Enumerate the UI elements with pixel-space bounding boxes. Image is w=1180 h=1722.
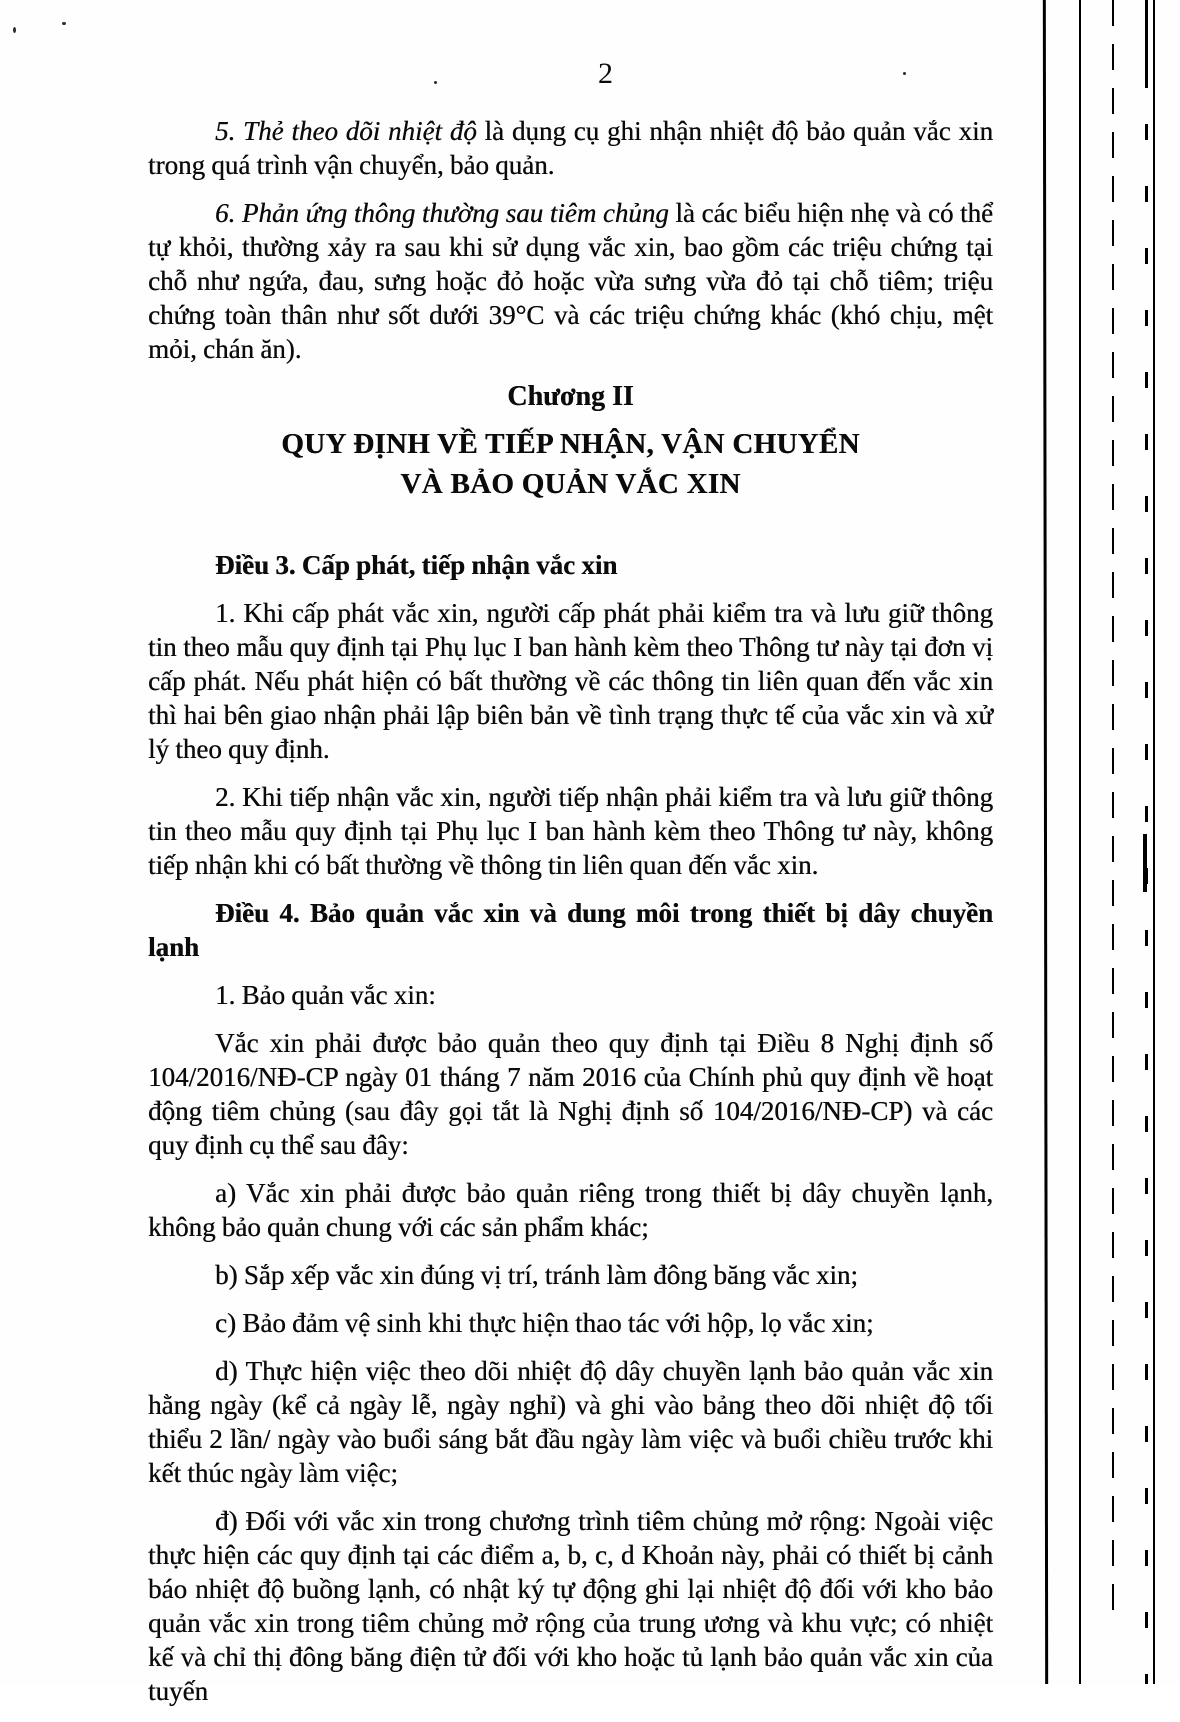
chapter-title-line-1: QUY ĐỊNH VỀ TIẾP NHẬN, VẬN CHUYỂN [281, 428, 860, 460]
scan-edge-line-2 [1079, 0, 1081, 1684]
scan-edge-line-3-dashed [1112, 0, 1114, 1620]
scan-speck [62, 22, 66, 25]
scan-edge-line-4-mid-segment [1143, 834, 1147, 892]
document-text-column [148, 56, 993, 1722]
article-3-heading: Điều 3. Cấp phát, tiếp nhận vắc xin [215, 550, 618, 580]
page-number: 2 [598, 57, 613, 90]
article-4-point-b: b) Sắp xếp vắc xin đúng vị trí, tránh làm đông băng vắc xin; [215, 1260, 858, 1290]
definition-item-6 [148, 196, 993, 366]
definition-5-term: 5. Thẻ theo dõi nhiệt độ [215, 116, 477, 146]
definition-6-text: là các biểu hiện nhẹ và có thể tự khỏi, thường xảy ra sau khi sử dụng vắc xin, bao gồm các triệu chứng tại chỗ như ngứa, đau, sưng hoặc đỏ hoặc vừa sưng vừa đỏ tại chỗ tiêm; triệu chứng toàn thân như sốt dưới 39°C và các triệu chứng khác (khó chịu, mệt mỏi, chán ăn). [148, 198, 993, 364]
article-3-clause-1: 1. Khi cấp phát vắc xin, người cấp phát phải kiểm tra và lưu giữ thông tin theo mẫu quy định tại Phụ lục I ban hành kèm theo Thông tư này tại đơn vị cấp phát. Nếu phát hiện có bất thường về các thông tin liên quan đến vắc xin thì hai bên giao nhận phải lập biên bản về tình trạng thực tế của vắc xin và xử lý theo quy định. [148, 598, 993, 764]
article-4-point-a: a) Vắc xin phải được bảo quản riêng trong thiết bị dây chuyền lạnh, không bảo quản chung với các sản phẩm khác; [148, 1178, 993, 1242]
article-4-heading: Điều 4. Bảo quản vắc xin và dung môi trong thiết bị dây chuyền lạnh [148, 898, 993, 962]
article-4-point-dd: đ) Đối với vắc xin trong chương trình tiêm chủng mở rộng: Ngoài việc thực hiện các quy định tại các điểm a, b, c, d Khoản này, phải có thiết bị cảnh báo nhiệt độ buồng lạnh, có nhật ký tự động ghi lại nhiệt độ đối với kho bảo quản vắc xin trong tiêm chủng mở rộng của trung ương và khu vực; có nhiệt kế và chỉ thị đông băng điện tử đối với kho hoặc tủ lạnh bảo quản vắc xin của tuyến [148, 1506, 993, 1706]
article-4-clause-1-label: 1. Bảo quản vắc xin: [215, 980, 436, 1010]
definition-item-5 [148, 114, 993, 182]
definition-6-term: 6. Phản ứng thông thường sau tiêm chủng [215, 198, 669, 228]
definition-5-text: là dụng cụ ghi nhận nhiệt độ bảo quản vắc xin trong quá trình vận chuyển, bảo quản. [148, 116, 993, 180]
scan-edge-line-4-top-segment [1145, 0, 1148, 88]
scan-edge-line-5 [1153, 0, 1155, 1684]
chapter-heading [148, 380, 993, 504]
article-4-point-d: d) Thực hiện việc theo dõi nhiệt độ dây chuyền lạnh bảo quản vắc xin hằng ngày (kể cả ngày lễ, ngày nghỉ) và ghi vào bảng theo dõi nhiệt độ tối thiểu 2 lần/ ngày vào buổi sáng bắt đầu ngày làm việc và buổi chiều trước khi kết thúc ngày làm việc; [148, 1356, 993, 1488]
scan-speck [13, 27, 16, 33]
article-3-clause-2: 2. Khi tiếp nhận vắc xin, người tiếp nhận phải kiểm tra và lưu giữ thông tin theo mẫu quy định tại Phụ lục I ban hành kèm theo Thông tư này, không tiếp nhận khi có bất thường về thông tin liên quan đến vắc xin. [148, 782, 993, 880]
chapter-label: Chương II [507, 381, 634, 412]
scan-edge-line-1 [1043, 0, 1048, 1684]
chapter-title-line-2: VÀ BẢO QUẢN VẮC XIN [400, 468, 741, 500]
article-4-clause-1-intro: Vắc xin phải được bảo quản theo quy định tại Điều 8 Nghị định số 104/2016/NĐ-CP ngày 01 tháng 7 năm 2016 của Chính phủ quy định về hoạt động tiêm chủng (sau đây gọi tắt là Nghị định số 104/2016/NĐ-CP) và các quy định cụ thể sau đây: [148, 1028, 993, 1160]
article-4-point-c: c) Bảo đảm vệ sinh khi thực hiện thao tác với hộp, lọ vắc xin; [215, 1308, 874, 1338]
